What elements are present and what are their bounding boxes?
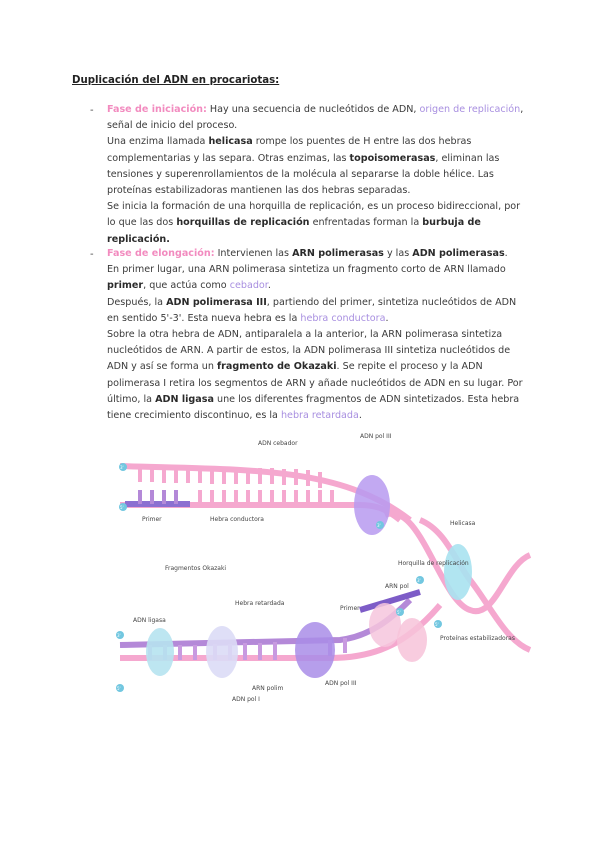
bullet-dash-elongation: - [90, 249, 94, 260]
leading-rungs-pink [200, 490, 332, 504]
page-title: Duplicación del ADN en procariotas: [72, 75, 280, 86]
end-3-right: 3' [417, 578, 421, 583]
end-5-left: 5' [117, 686, 121, 691]
label-adn-pol3-top: ADN pol III [360, 433, 392, 440]
elongation-paragraph-2: En primer lugar, una ARN polimerasa sintetiza un fragmento corto de ARN llamado primer, que actúa como cebador. [107, 264, 506, 292]
initiation-heading: Fase de iniciación: [107, 104, 207, 115]
label-horquilla: Horquilla de replicación [398, 560, 469, 567]
label-proteinas: Proteínas estabilizadoras [440, 635, 515, 642]
adn-pol1-enzyme [206, 626, 238, 678]
label-adn-pol3-bottom: ADN pol III [325, 680, 357, 687]
bubble-term: burbuja de replicación. [107, 217, 481, 245]
end-3-left: 3' [117, 633, 121, 638]
forks-term: horquillas de replicación [176, 217, 310, 229]
label-fragmentos: Fragmentos Okazaki [165, 565, 227, 572]
elongation-paragraph-4: Sobre la otra hebra de ADN, antiparalela a la anterior, la ARN polimerasa sintetiza nucleótidos de ARN. A partir de estos, la ADN polimerasa III sintetiza nucleótidos de ADN y así se forma un fragmento de Okazaki. Se repite el proceso y la ADN polimerasa I retira los segmentos de ARN y añade nucleótidos de ADN en su lugar. Por último, la ADN ligasa une los diferentes fragmentos de ADN sintetizados. Esta hebra tiene crecimiento discontinuo, es la hebra retardada. [107, 329, 523, 422]
adn-ligasa-enzyme [146, 628, 174, 676]
helicase-term: helicasa [208, 136, 253, 148]
label-hebra-retardada: Hebra retardada [235, 600, 285, 607]
initiation-paragraph-1: Fase de iniciación: Hay una secuencia de nucleótidos de ADN, origen de replicación, señal de inicio del proceso. [107, 104, 524, 132]
bullet-dash-initiation: - [90, 105, 94, 116]
initiation-paragraph-3: Se inicia la formación de una horquilla de replicación, es un proceso bidireccional, por lo que las dos horquillas de replicación enfrentadas forman la burbuja de replicación. [107, 201, 521, 245]
helix-strand-b [420, 520, 530, 650]
label-arn-pol-mid: ARN pol [385, 583, 409, 590]
adn-pol3-bottom-enzyme [295, 622, 335, 678]
label-adn-ligasa: ADN ligasa [133, 617, 166, 624]
adn-pol3-top-enzyme [354, 475, 390, 535]
helicase-enzyme [444, 544, 472, 600]
origin-term: origen de replicación [419, 104, 521, 115]
end-3-top: 3' [120, 465, 124, 470]
label-arn-cebador: ADN cebador [258, 440, 298, 447]
end-5-top: 5' [120, 505, 124, 510]
label-helicasa: Helicasa [450, 520, 476, 527]
label-adn-pol1: ADN pol I [232, 696, 260, 703]
initiation-paragraph-2: Una enzima llamada helicasa rompe los puentes de H entre las dos hebras complementarias y las separa. Otras enzimas, las topoisomerasas, eliminan las tensiones y superenrollamientos de la molécula al separarse la doble hélice. Las proteínas estabilizadoras mantienen las dos hebras separadas. [107, 136, 500, 197]
elongation-heading: Fase de elongación: [107, 248, 215, 259]
stabilizing-protein [397, 618, 427, 662]
label-primer-mid: Primer [340, 605, 360, 612]
topo-term: topoisomerasas [349, 152, 436, 164]
end-5-right: 5' [435, 622, 439, 627]
elongation-paragraph-1: Fase de elongación: Intervienen las ARN polimerasas y las ADN polimerasas. [107, 248, 508, 259]
label-hebra-conductora: Hebra conductora [210, 516, 264, 523]
elongation-paragraph-3: Después, la ADN polimerasa III, partiendo del primer, sintetiza nucleótidos de ADN en sentido 5'-3'. Esta nueva hebra es la hebra conductora. [107, 296, 517, 324]
label-arn-polim-bottom: ARN polim [252, 685, 284, 692]
end-5-mid: 5' [397, 610, 401, 615]
label-primer-top: Primer [142, 516, 162, 523]
end-3-mid: 3' [377, 523, 381, 528]
